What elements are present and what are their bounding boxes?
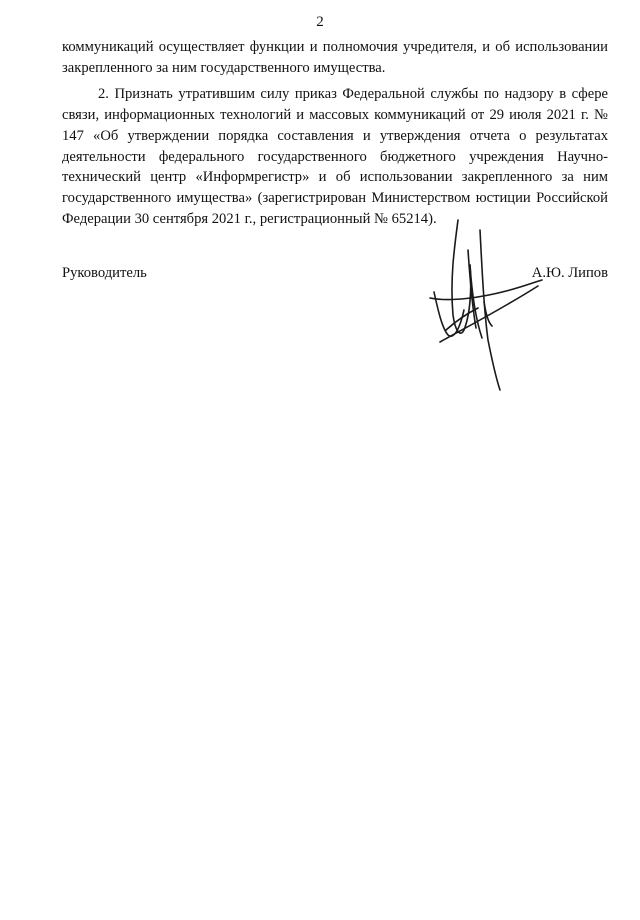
paragraph-item-2: 2. Признать утратившим силу приказ Федеральной службы по надзору в сфере связи, информационных технологий и массовых коммуникаций от 29 июля 2021 г. № 147 «Об утверждении порядка составления и утверждения отчета о результатах деятельности федерального государственного бюджетного учреждения Научно-технический центр «Информрегистр» и об использовании закрепленного за ним государственного имущества» (зарегистрирован Министерством юстиции Российской Федерации 30 сентября 2021 г., регистрационный № 65214). xyxy=(62,86,608,227)
document-body xyxy=(62,37,608,229)
paragraph-continuation: коммуникаций осуществляет функции и полномочия учредителя, и об использовании закрепленного за ним государственного имущества. xyxy=(62,39,608,76)
signatory-name: А.Ю. Липов xyxy=(531,265,608,281)
handwritten-signature xyxy=(420,210,550,395)
signatory-position: Руководитель xyxy=(62,265,147,281)
page-number: 2 xyxy=(316,14,324,30)
